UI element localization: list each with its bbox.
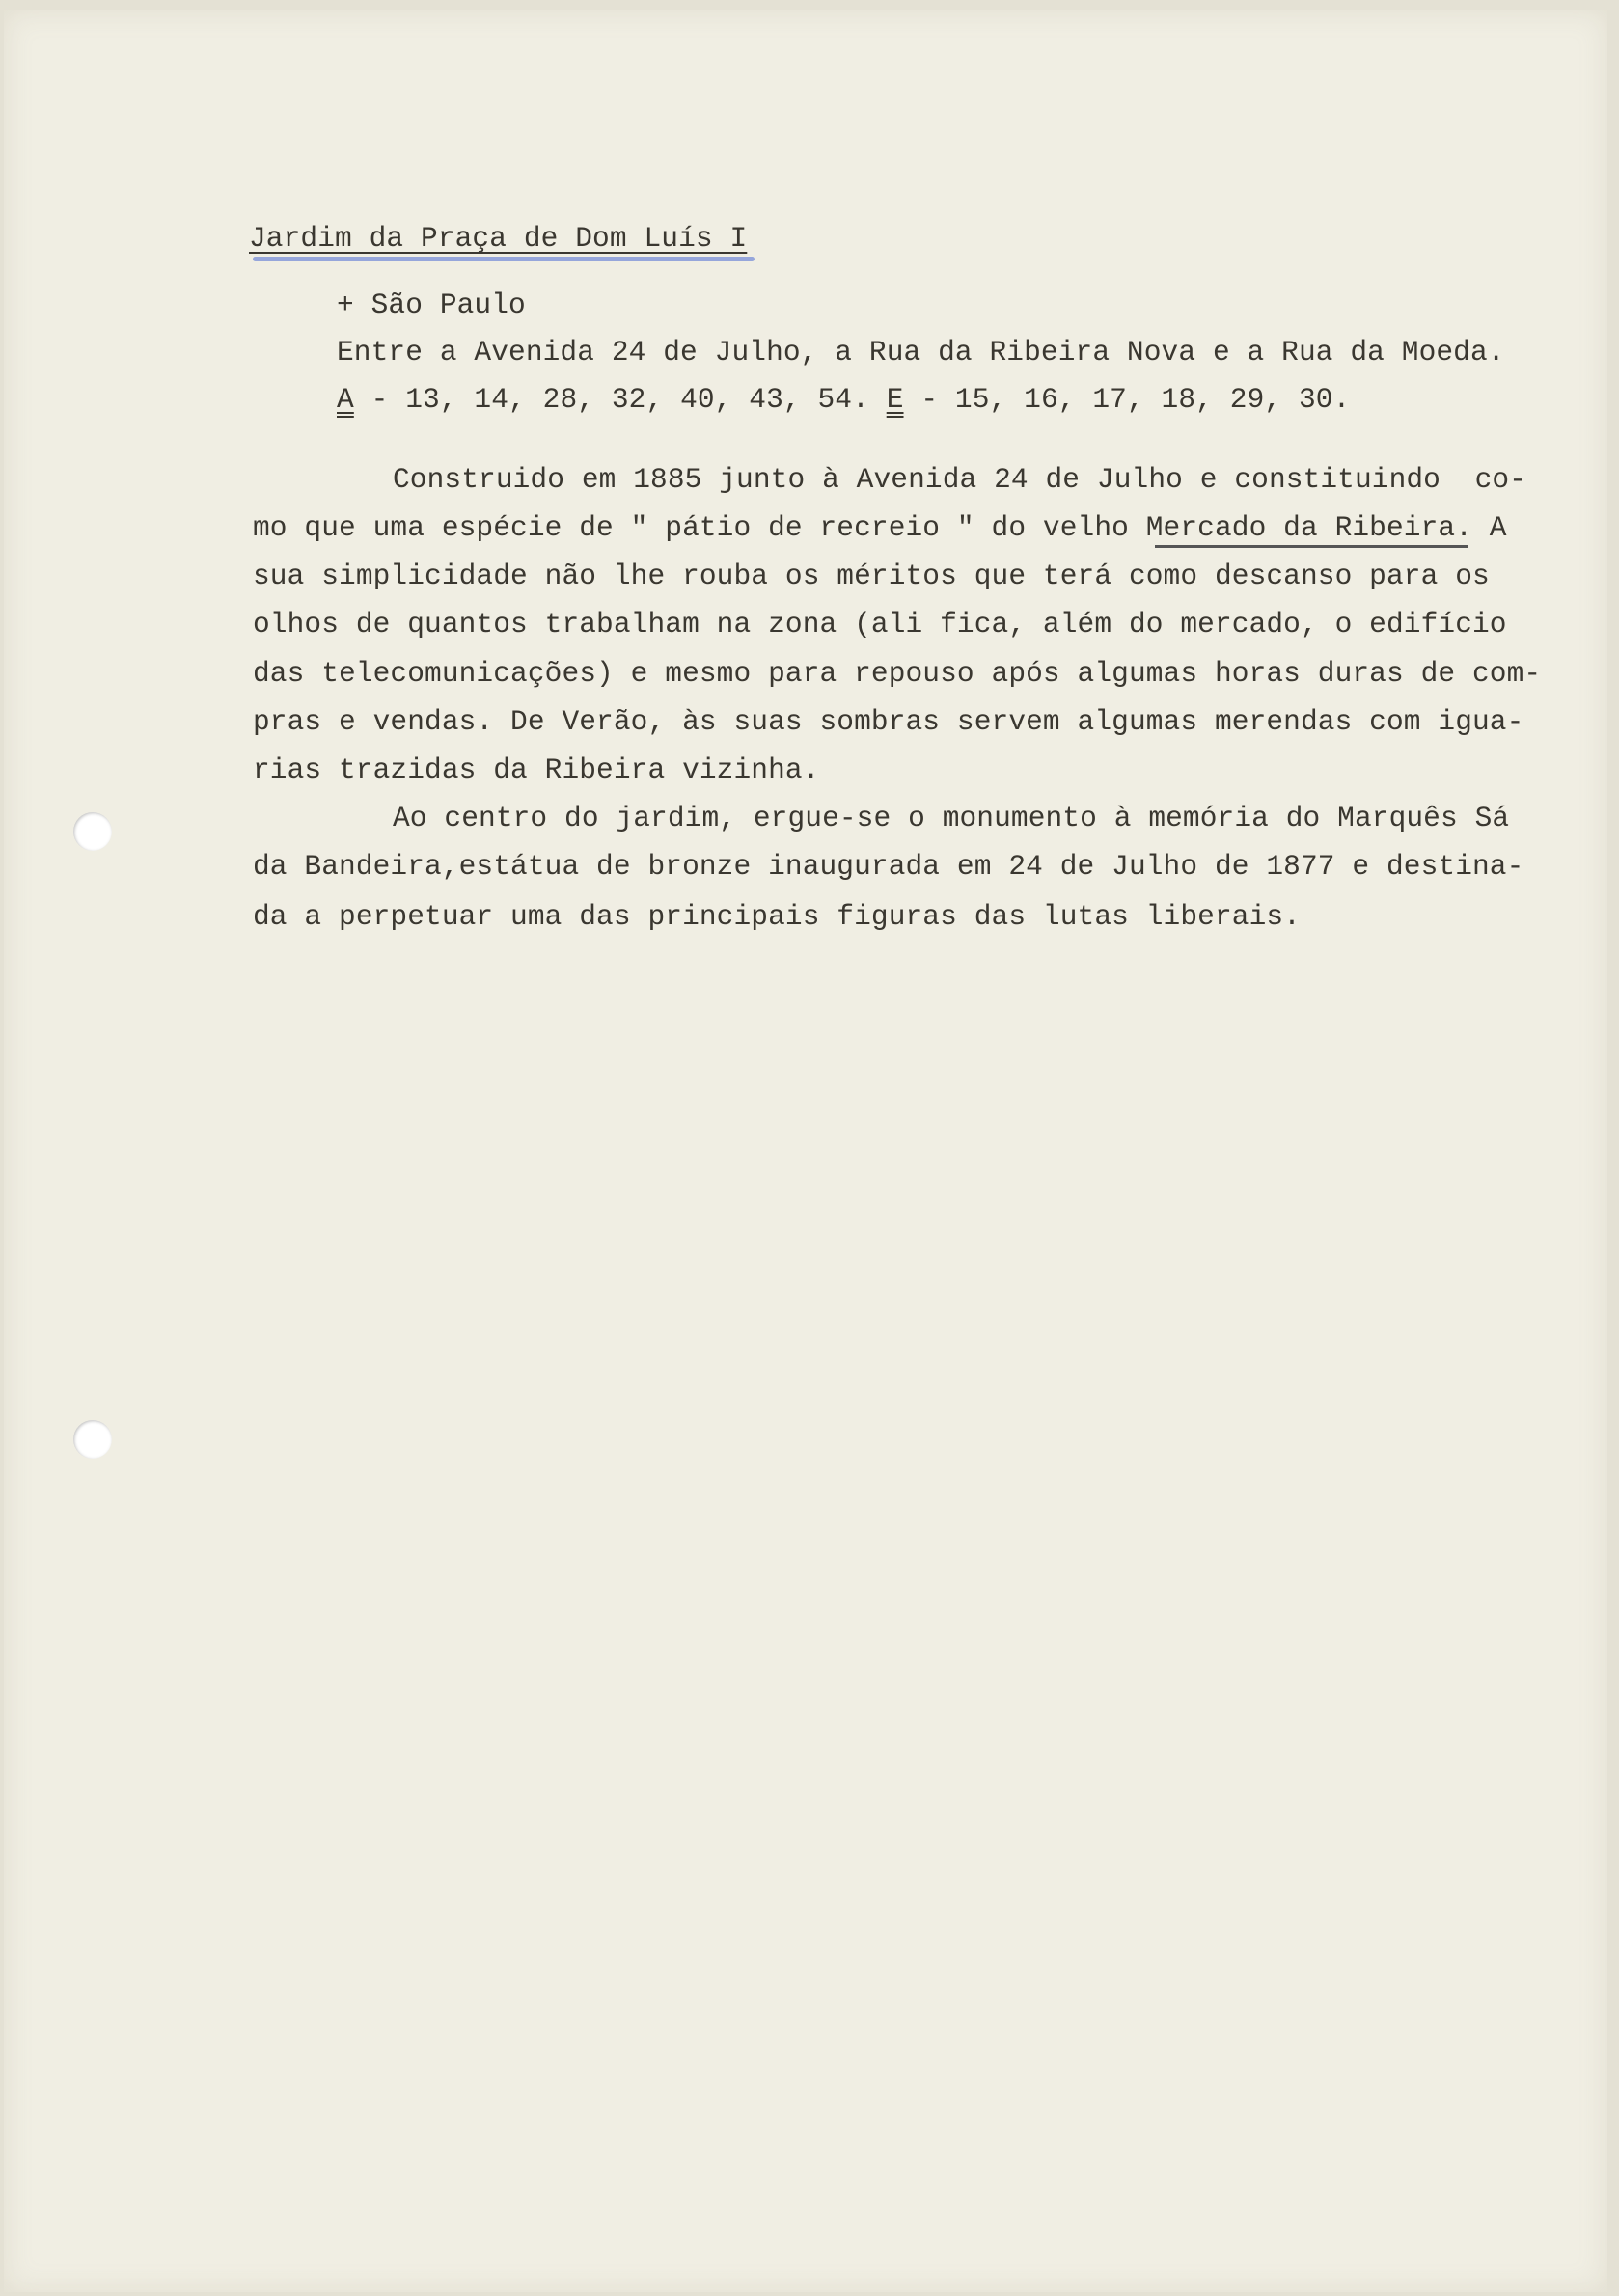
body-line: mo que uma espécie de " pátio de recreio " do velho Mercado da Ribeira. A [253, 511, 1507, 544]
body-line: Construido em 1885 junto à Avenida 24 de Julho e constituindo co- [393, 463, 1526, 496]
tram-label: E [886, 383, 904, 416]
body-line: rias trazidas da Ribeira vizinha. [253, 753, 820, 786]
bus-numbers: - 13, 14, 28, 32, 40, 43, 54. [353, 383, 887, 416]
body-line: das telecomunicações) e mesmo para repouso após algumas horas duras de com- [253, 657, 1542, 690]
bus-label: A [337, 383, 354, 416]
handwritten-underline [1155, 545, 1468, 548]
body-line: da a perpetuar uma das principais figuras das lutas liberais. [253, 900, 1301, 933]
tram-numbers: - 15, 16, 17, 18, 29, 30. [903, 383, 1351, 416]
blue-underline-mark [253, 257, 755, 261]
body-line: Ao centro do jardim, ergue-se o monumento à memória do Marquês Sá [393, 802, 1510, 834]
parish-line: + São Paulo [337, 288, 526, 321]
punch-hole [73, 812, 112, 851]
body-line: sua simplicidade não lhe rouba os méritos que terá como descanso para os [253, 560, 1490, 592]
location-line: Entre a Avenida 24 de Julho, a Rua da Ribeira Nova e a Rua da Moeda. [337, 336, 1505, 369]
body-line: olhos de quantos trabalham na zona (ali fica, além do mercado, o edifício [253, 608, 1507, 641]
punch-hole [73, 1420, 112, 1459]
body-line: pras e vendas. De Verão, às suas sombras servem algumas merendas com igua- [253, 705, 1524, 738]
document-title: Jardim da Praça de Dom Luís I [249, 222, 748, 255]
transport-line [337, 382, 1350, 417]
body-line: da Bandeira,estátua de bronze inaugurada em 24 de Julho de 1877 e destina- [253, 850, 1524, 883]
